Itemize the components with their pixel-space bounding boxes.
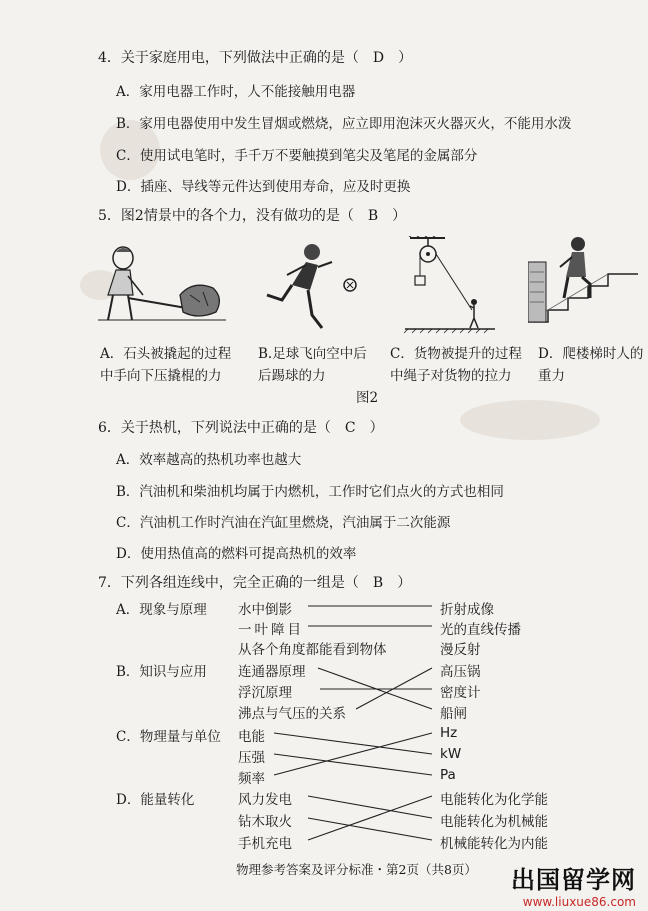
q6-option-b: B．汽油机和柴油机均属于内燃机，工作时它们点火的方式也相同 [116, 484, 504, 500]
q7-b-right-1: 高压锅 [440, 664, 481, 680]
q7-c-right-1: Hz [440, 725, 458, 741]
q4-option-a: A．家用电器工作时，人不能接触用电器 [116, 84, 356, 100]
q7-group-b-label: B．知识与应用 [116, 664, 207, 680]
q7-c-right-3: Pa [440, 767, 456, 783]
q5-stem: 5．图2情景中的各个力，没有做功的是（ B ） [98, 208, 407, 224]
q4-option-b: B．家用电器使用中发生冒烟或燃烧，应立即用泡沫灭火器灭火，不能用水泼 [116, 116, 572, 132]
q7-group-a-label: A．现象与原理 [116, 602, 207, 618]
q5-caption-a-line1: A．石头被撬起的过程 [100, 346, 232, 362]
q4-stem: 4．关于家庭用电，下列做法中正确的是（ D ） [98, 50, 413, 66]
q5-caption-b-line1: B.足球飞向空中后 [258, 346, 367, 362]
q7-b-left-3: 沸点与气压的关系 [238, 706, 346, 722]
q5-caption-d-line1: D．爬楼梯时人的 [538, 346, 644, 362]
q7-d-left-2: 钻木取火 [238, 814, 292, 830]
q7-b-right-2: 密度计 [440, 685, 481, 701]
q7-c-left-1: 电能 [238, 729, 265, 745]
q7-a-right-1: 折射成像 [440, 602, 494, 618]
q7-group-c-label: C．物理量与单位 [116, 729, 221, 745]
q7-c-right-2: kW [440, 746, 462, 762]
q7-d-right-2: 电能转化为机械能 [440, 814, 548, 830]
q7-c-line-1 [274, 733, 432, 754]
q6-option-a: A．效率越高的热机功率也越大 [116, 452, 302, 468]
q7-c-left-2: 压强 [238, 750, 265, 766]
q7-c-left-3: 频率 [238, 771, 265, 787]
watermark-brand: 出国留学网 [511, 866, 636, 894]
q7-d-right-3: 机械能转化为内能 [440, 836, 548, 852]
watermark-url: www.liuxue86.com [522, 895, 636, 909]
q7-b-right-3: 船闸 [440, 706, 467, 722]
q7-d-line-2 [308, 818, 432, 840]
q7-group-d-label: D．能量转化 [116, 792, 195, 808]
q5-caption-d-line2: 重力 [538, 368, 565, 384]
q6-stem: 6．关于热机，下列说法中正确的是（ C ） [98, 420, 384, 436]
q5-caption-a-line2: 中手向下压撬棍的力 [100, 368, 222, 384]
q5-caption-c-line2: 中绳子对货物的拉力 [390, 368, 512, 384]
q5-caption-b-line2: 后踢球的力 [258, 368, 326, 384]
q6-option-d: D．使用热值高的燃料可提高热机的效率 [116, 546, 357, 562]
q7-a-left-3: 从各个角度都能看到物体 [238, 642, 387, 658]
page-footer: 物理参考答案及评分标准・第2页（共8页） [236, 862, 477, 877]
q7-d-line-1 [308, 796, 432, 818]
q6-option-c: C．汽油机工作时汽油在汽缸里燃烧，汽油属于二次能源 [116, 515, 451, 531]
q7-d-left-3: 手机充电 [238, 836, 292, 852]
q7-stem: 7．下列各组连线中，完全正确的一组是（ B ） [98, 575, 412, 591]
figure-label: 图2 [356, 390, 379, 406]
q7-b-left-1: 连通器原理 [238, 664, 306, 680]
q7-a-right-2: 光的直线传播 [440, 622, 521, 638]
q7-d-right-1: 电能转化为化学能 [440, 792, 548, 808]
q7-a-left-1: 水中倒影 [238, 602, 292, 618]
q7-c-line-3 [274, 733, 432, 775]
q4-option-c: C．使用试电笔时，手千万不要触摸到笔尖及笔尾的金属部分 [116, 148, 478, 164]
q7-a-right-3: 漫反射 [440, 642, 481, 658]
q7-b-left-2: 浮沉原理 [238, 685, 292, 701]
q7-d-left-1: 风力发电 [238, 792, 292, 808]
q5-caption-c-line1: C．货物被提升的过程 [390, 346, 522, 362]
q7-d-line-3 [308, 796, 432, 840]
q7-a-left-2: 一叶障目 [238, 622, 304, 638]
q7-c-line-2 [274, 754, 432, 775]
q4-option-d: D．插座、导线等元件达到使用寿命，应及时更换 [116, 179, 411, 195]
